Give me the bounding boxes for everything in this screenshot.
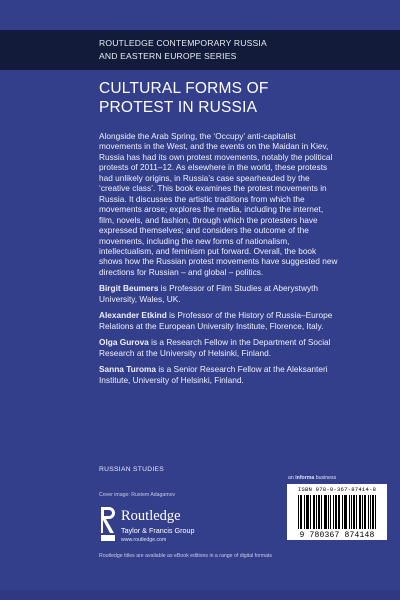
description: Alongside the Arab Spring, the ‘Occupy’ anti-capitalist movements in the West, and the events on the Maidan in Kiev, Russia has had its own protest movements, notably the political protests of 2011–12. As elsewhere in the world, these protests had unlikely origins, in Russia’s case spearheaded by the ‘creative class’. This book examines the protest movements in Russia. It discusses the artistic traditions from which the movements arose; explores the media, including the internet, film, novels, and fashion, through which the protesters have expressed themselves; and considers the outcome of the movements, including the new forms of nationalism, intellectualism, and feminism put forward. Overall, the book shows how the Russian protest movements have suggested new directions for Russian – and global – politics.	[99, 131, 338, 277]
author-name: Alexander Etkind	[99, 310, 167, 321]
barcode-icon	[298, 495, 376, 531]
series-line-1: ROUTLEDGE CONTEMPORARY RUSSIA	[99, 38, 267, 48]
publisher-group: Taylor & Francis Group	[121, 526, 195, 535]
informa-brand: informa	[295, 475, 315, 481]
series-line-2: AND EASTERN EUROPE SERIES	[99, 51, 237, 61]
author-bio-text: is Professor of the History of Russia–Europe Relations at the European University Institute, Florence, Italy.	[99, 310, 333, 331]
title-line-1: CULTURAL FORMS OF	[99, 80, 269, 97]
author-bio	[99, 310, 339, 331]
author-name: Olga Gurova	[99, 337, 149, 348]
barcode-digits: 9 780367 874148	[299, 531, 375, 540]
author-bio-text: is a Research Fellow in the Department of Social Research at the University of Helsinki, Finland.	[99, 337, 331, 358]
author-bio	[99, 283, 339, 304]
publisher-url: www.routledge.com	[121, 537, 167, 543]
author-name: Birgit Beumers	[99, 283, 159, 294]
title-line-2: PROTEST IN RUSSIA	[99, 99, 258, 116]
publisher-name: Routledge	[121, 508, 181, 524]
informa-suffix: business	[314, 475, 337, 481]
ebook-footnote: Routledge titles are available as eBook editions in a range of digital formats	[99, 553, 273, 559]
book-title	[99, 79, 389, 117]
cover-credit: Cover image: Rustem Adagamov	[99, 492, 176, 498]
informa-prefix: an	[288, 475, 296, 481]
author-bio-text: is Professor of Film Studies at Aberystwyth University, Wales, UK.	[99, 283, 319, 304]
blurb	[99, 131, 339, 391]
author-bio	[99, 337, 339, 358]
author-bio-text: is a Senior Research Fellow at the Aleksanteri Institute, University of Helsinki, Finland.	[99, 364, 328, 385]
author-bio	[99, 364, 339, 385]
routledge-logo-icon	[99, 505, 117, 543]
subject-category: RUSSIAN STUDIES	[99, 466, 165, 473]
bottom-strip	[0, 590, 400, 600]
isbn-label: ISBN 978-0-367-87414-8	[297, 486, 377, 493]
author-name: Sanna Turoma	[99, 364, 157, 375]
series-name	[99, 37, 389, 63]
informa-tagline	[288, 475, 336, 481]
